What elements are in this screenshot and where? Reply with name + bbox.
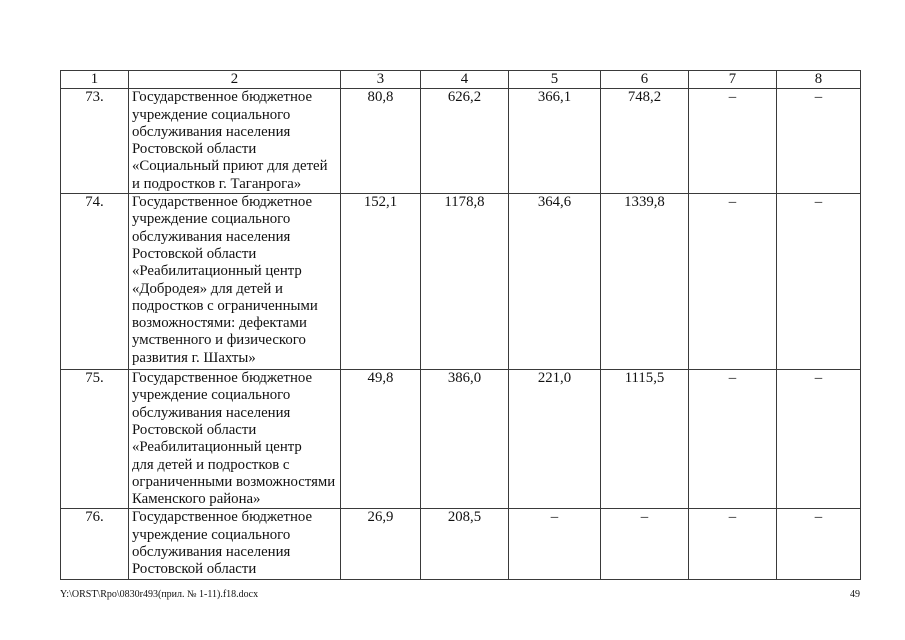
value-col-7: – xyxy=(689,370,777,509)
header-cell-1: 1 xyxy=(61,71,129,89)
header-cell-8: 8 xyxy=(777,71,861,89)
header-cell-5: 5 xyxy=(509,71,601,89)
value-col-8: – xyxy=(777,370,861,509)
value-col-5: 366,1 xyxy=(509,89,601,194)
value-col-6: 748,2 xyxy=(601,89,689,194)
row-number: 74. xyxy=(61,194,129,370)
table-row xyxy=(61,370,861,509)
institution-name: Государственное бюджетное учреждение социального обслуживания населения Ростовской области «Реабилитационный центр для детей и подростков с ограниченными возможностями Каменского района» xyxy=(129,370,341,509)
institution-name: Государственное бюджетное учреждение социального обслуживания населения Ростовской области «Реабилитационный центр «Добродея» для детей и подростков с ограниченными возможностями: дефектами умственного и физического развития г. Шахты» xyxy=(129,194,341,370)
value-col-6: – xyxy=(601,509,689,579)
page-number: 49 xyxy=(850,589,860,600)
footer-file-path: Y:\ORST\Rpo\0830r493(прил. № 1-11).f18.docx xyxy=(60,589,259,600)
value-col-8: – xyxy=(777,509,861,579)
value-col-5: 364,6 xyxy=(509,194,601,370)
value-col-4: 1178,8 xyxy=(421,194,509,370)
value-col-7: – xyxy=(689,89,777,194)
table-row xyxy=(61,89,861,194)
value-col-3: 80,8 xyxy=(341,89,421,194)
table-row xyxy=(61,509,861,579)
value-col-4: 626,2 xyxy=(421,89,509,194)
table-row xyxy=(61,194,861,370)
row-number: 75. xyxy=(61,370,129,509)
header-cell-4: 4 xyxy=(421,71,509,89)
value-col-6: 1339,8 xyxy=(601,194,689,370)
value-col-3: 26,9 xyxy=(341,509,421,579)
value-col-3: 49,8 xyxy=(341,370,421,509)
value-col-5: 221,0 xyxy=(509,370,601,509)
value-col-7: – xyxy=(689,509,777,579)
value-col-4: 208,5 xyxy=(421,509,509,579)
value-col-8: – xyxy=(777,194,861,370)
institution-name: Государственное бюджетное учреждение социального обслуживания населения Ростовской области xyxy=(129,509,341,579)
row-number: 76. xyxy=(61,509,129,579)
row-number: 73. xyxy=(61,89,129,194)
value-col-4: 386,0 xyxy=(421,370,509,509)
value-col-3: 152,1 xyxy=(341,194,421,370)
institution-name: Государственное бюджетное учреждение социального обслуживания населения Ростовской области «Социальный приют для детей и подростков г. Таганрога» xyxy=(129,89,341,194)
value-col-5: – xyxy=(509,509,601,579)
value-col-6: 1115,5 xyxy=(601,370,689,509)
data-table xyxy=(60,70,861,580)
header-cell-7: 7 xyxy=(689,71,777,89)
header-cell-3: 3 xyxy=(341,71,421,89)
value-col-7: – xyxy=(689,194,777,370)
header-cell-2: 2 xyxy=(129,71,341,89)
header-cell-6: 6 xyxy=(601,71,689,89)
column-number-header-row xyxy=(61,71,861,89)
value-col-8: – xyxy=(777,89,861,194)
